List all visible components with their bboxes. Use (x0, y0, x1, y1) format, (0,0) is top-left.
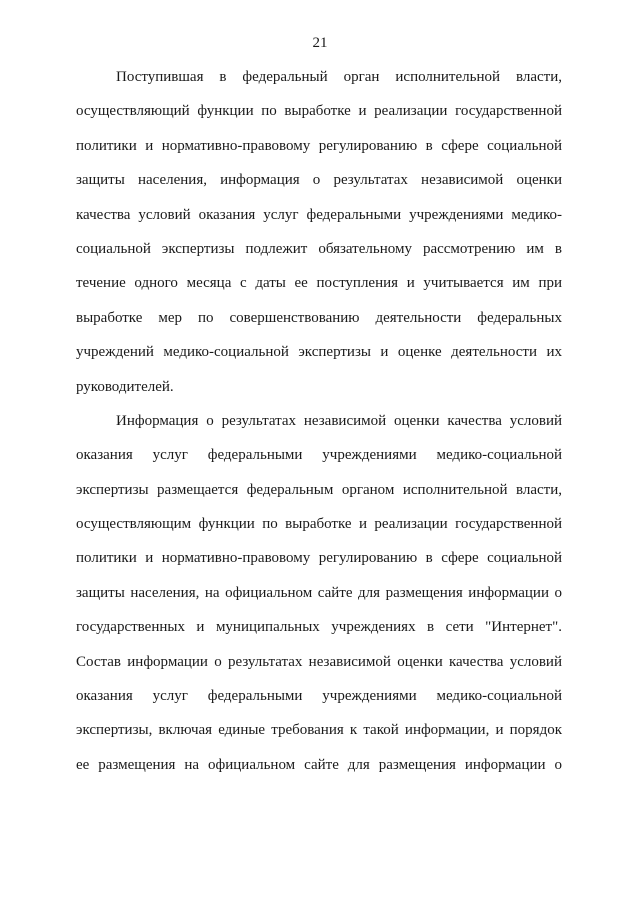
paragraph-2-line-5: политики и нормативно-правовому регулированию в сфере социальной (76, 550, 562, 567)
paragraph-2-line-1: Информация о результатах независимой оценки качества условий (116, 412, 562, 429)
paragraph-2-line-2: оказания услуг федеральными учреждениями медико-социальной (76, 447, 562, 464)
paragraph-1-line-4: защиты населения, информация о результатах независимой оценки (76, 172, 562, 189)
paragraph-2-line-8: Состав информации о результатах независимой оценки качества условий (76, 653, 562, 670)
paragraph-2-line-4: осуществляющим функции по выработке и реализации государственной (76, 516, 562, 533)
paragraph-1-line-10: руководителей. (76, 378, 174, 395)
paragraph-2-line-11: ее размещения на официальном сайте для размещения информации о (76, 756, 562, 773)
page-number: 21 (312, 35, 328, 51)
paragraph-1-line-8: выработке мер по совершенствованию деятельности федеральных (76, 309, 562, 326)
paragraph-1-line-3: политики и нормативно-правовому регулированию в сфере социальной (76, 137, 562, 154)
paragraph-2-line-9: оказания услуг федеральными учреждениями медико-социальной (76, 688, 562, 705)
document-body (76, 60, 562, 782)
paragraph-1-line-9: учреждений медико-социальной экспертизы и оценке деятельности их (76, 344, 562, 361)
paragraph-2-line-10: экспертизы, включая единые требования к такой информации, и порядок (76, 722, 562, 739)
paragraph-1-line-5: качества условий оказания услуг федеральными учреждениями медико- (76, 206, 562, 223)
paragraph-1-line-1: Поступившая в федеральный орган исполнительной власти, (116, 69, 562, 85)
paragraph-2-line-3: экспертизы размещается федеральным органом исполнительной власти, (76, 481, 562, 498)
paragraph-1-line-7: течение одного месяца с даты ее поступления и учитывается им при (76, 275, 562, 292)
paragraph-1-line-6: социальной экспертизы подлежит обязательному рассмотрению им в (76, 240, 562, 257)
paragraph-2-line-7: государственных и муниципальных учреждениях в сети "Интернет". (76, 619, 562, 636)
paragraph-2-line-6: защиты населения, на официальном сайте для размещения информации о (76, 584, 562, 601)
paragraph-1-line-2: осуществляющий функции по выработке и реализации государственной (76, 103, 562, 120)
